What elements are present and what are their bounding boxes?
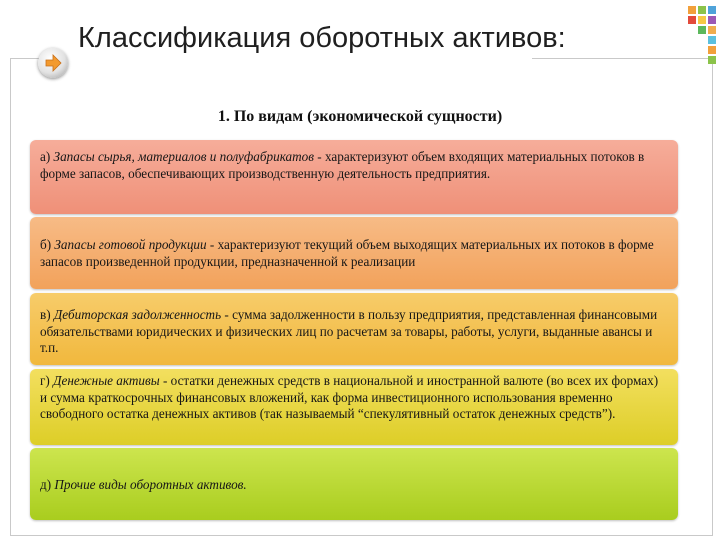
item-term: Запасы готовой продукции — [54, 237, 207, 252]
title-text: Классификация оборотных активов: — [78, 22, 566, 54]
item-prefix: д) — [40, 477, 55, 492]
list-item-c — [30, 293, 678, 365]
item-description: - характеризуют текущий объем выходящих материальных их потоков в форме запасов произведенной продукции, предназначенной к реализации — [40, 237, 654, 269]
item-term: Денежные активы — [53, 373, 160, 388]
list-item-b — [30, 217, 678, 289]
item-description: - сумма задолженности в пользу предприятия, представленная финансовыми обязательствами юридических и физических лиц по расчетам за товары, работы, услуги, выданные авансы и т.п. — [40, 307, 658, 355]
item-description: - характеризуют объем входящих материальных потоков в форме запасов, обеспечивающих производственную деятельность предприятия. — [40, 149, 645, 181]
list-item-a — [30, 140, 678, 214]
page-title — [78, 22, 566, 55]
corner-decoration-icon — [686, 0, 720, 70]
item-prefix: б) — [40, 237, 55, 252]
item-term: Запасы сырья, материалов и полуфабрикатов — [53, 149, 314, 164]
arrow-right-icon — [38, 48, 68, 78]
item-term: Дебиторская задолженность — [53, 307, 222, 322]
list-item-d — [30, 369, 678, 445]
item-prefix: г) — [40, 373, 54, 388]
list-item-e — [30, 448, 678, 520]
item-term: Прочие виды оборотных активов. — [54, 477, 247, 492]
section-subtitle: 1. По видам (экономической сущности) — [217, 108, 503, 125]
item-description: - остатки денежных средств в национальной и иностранной валюте (во всех их формах) и сумма краткосрочных финансовых вложений, как форма инвестиционного использования временно свободного остатка денежных активов (так называемый “спекулятивный остаток денежных средств”). — [40, 373, 659, 421]
item-prefix: в) — [40, 307, 54, 322]
item-prefix: а) — [40, 149, 54, 164]
